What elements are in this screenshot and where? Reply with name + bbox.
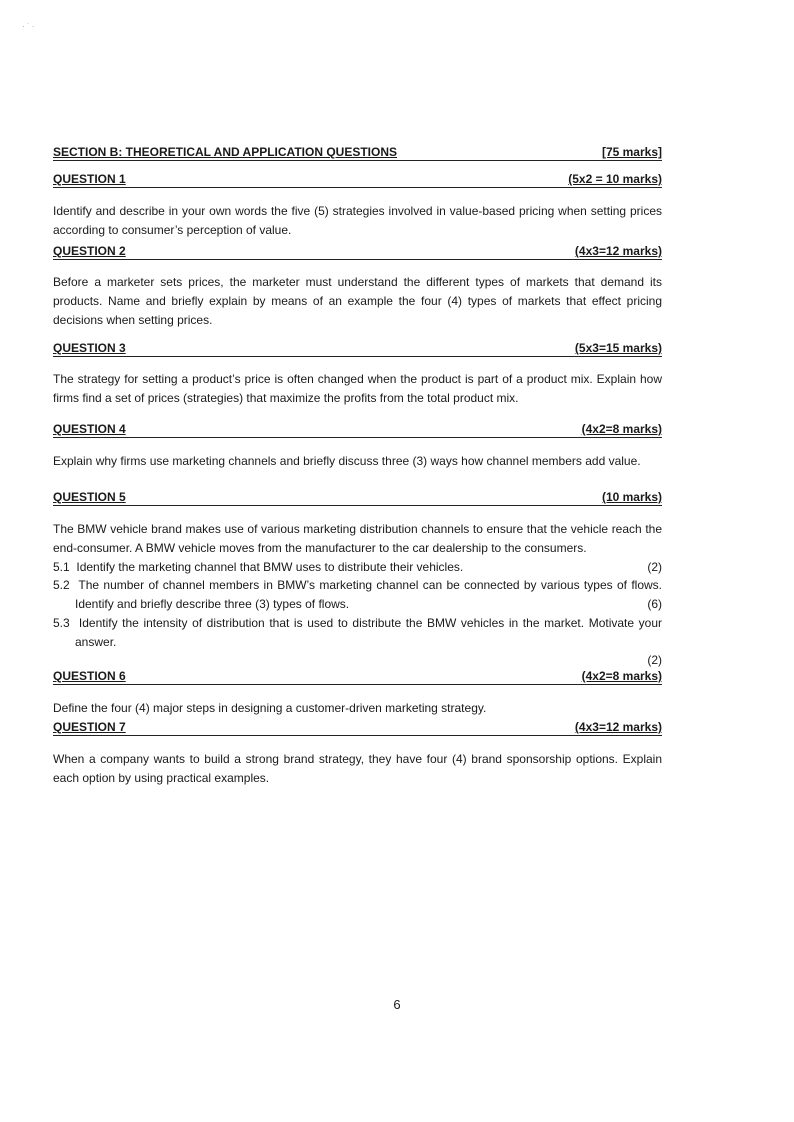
subquestion-5-1	[53, 558, 662, 577]
question-marks: (4x3=12 marks)	[574, 244, 662, 258]
question-title: QUESTION 7	[53, 720, 126, 734]
question-marks: (4x2=8 marks)	[581, 669, 662, 683]
question-marks: (10 marks)	[601, 490, 662, 504]
question-7	[53, 720, 662, 788]
subquestion-text: Identify the intensity of distribution that is used to distribute the BMW vehicles in the market. Motivate your answer.	[75, 615, 662, 649]
question-2	[53, 244, 662, 329]
section-header	[53, 145, 662, 161]
question-1	[53, 172, 662, 240]
question-text: The strategy for setting a product’s price is often changed when the product is part of a product mix. Explain how firms find a set of prices (strategies) that maximize the profits from the total product mix.	[53, 372, 662, 405]
subquestion-marks: (6)	[647, 597, 662, 612]
question-marks: (5x2 = 10 marks)	[568, 172, 662, 186]
question-text: The BMW vehicle brand makes use of various marketing distribution channels to ensure that the vehicle reach the end-consumer. A BMW vehicle moves from the manufacturer to the car dealership to the consumers.	[53, 522, 662, 555]
subquestion-5-3	[53, 614, 662, 667]
subquestion-number: 5.3	[53, 615, 70, 630]
question-title: QUESTION 6	[53, 669, 126, 683]
question-3	[53, 341, 662, 408]
question-text: Define the four (4) major steps in designing a customer-driven marketing strategy.	[53, 701, 487, 715]
section-marks: [75 marks]	[601, 145, 662, 159]
question-title: QUESTION 4	[53, 422, 126, 436]
question-text: Explain why firms use marketing channels and briefly discuss three (3) ways how channel members add value.	[53, 454, 641, 468]
question-title: QUESTION 3	[53, 341, 126, 355]
question-text: Identify and describe in your own words the five (5) strategies involved in value-based pricing when setting prices according to consumer’s perception of value.	[53, 204, 662, 237]
subquestion-number: 5.1	[53, 559, 70, 574]
scan-specks: · ˙ ·	[22, 22, 35, 31]
question-title: QUESTION 2	[53, 244, 126, 258]
subquestion-5-2	[53, 576, 662, 614]
question-title: QUESTION 1	[53, 172, 126, 186]
question-6	[53, 669, 662, 718]
page-number: 6	[393, 997, 401, 1012]
section-title: SECTION B: THEORETICAL AND APPLICATION QUESTIONS	[53, 145, 398, 159]
question-5	[53, 490, 662, 670]
question-marks: (4x2=8 marks)	[581, 422, 662, 436]
question-4	[53, 422, 662, 471]
subquestion-text: The number of channel members in BMW’s marketing channel can be connected by various types of flows. Identify and briefly describe three (3) types of flows.	[75, 578, 662, 612]
question-marks: (4x3=12 marks)	[574, 720, 662, 734]
question-marks: (5x3=15 marks)	[574, 341, 662, 355]
question-text: Before a marketer sets prices, the marketer must understand the different types of markets that demand its products. Name and briefly explain by means of an example the four (4) types of markets that effect pricing decisions when setting prices.	[53, 275, 662, 327]
subquestion-number: 5.2	[53, 578, 70, 593]
subquestion-text: Identify the marketing channel that BMW uses to distribute their vehicles.	[76, 559, 464, 574]
subquestion-marks: (2)	[647, 559, 662, 574]
subquestion-marks: (2)	[647, 652, 662, 667]
question-text: When a company wants to build a strong brand strategy, they have four (4) brand sponsorship options. Explain each option by using practical examples.	[53, 752, 662, 785]
question-title: QUESTION 5	[53, 490, 126, 504]
